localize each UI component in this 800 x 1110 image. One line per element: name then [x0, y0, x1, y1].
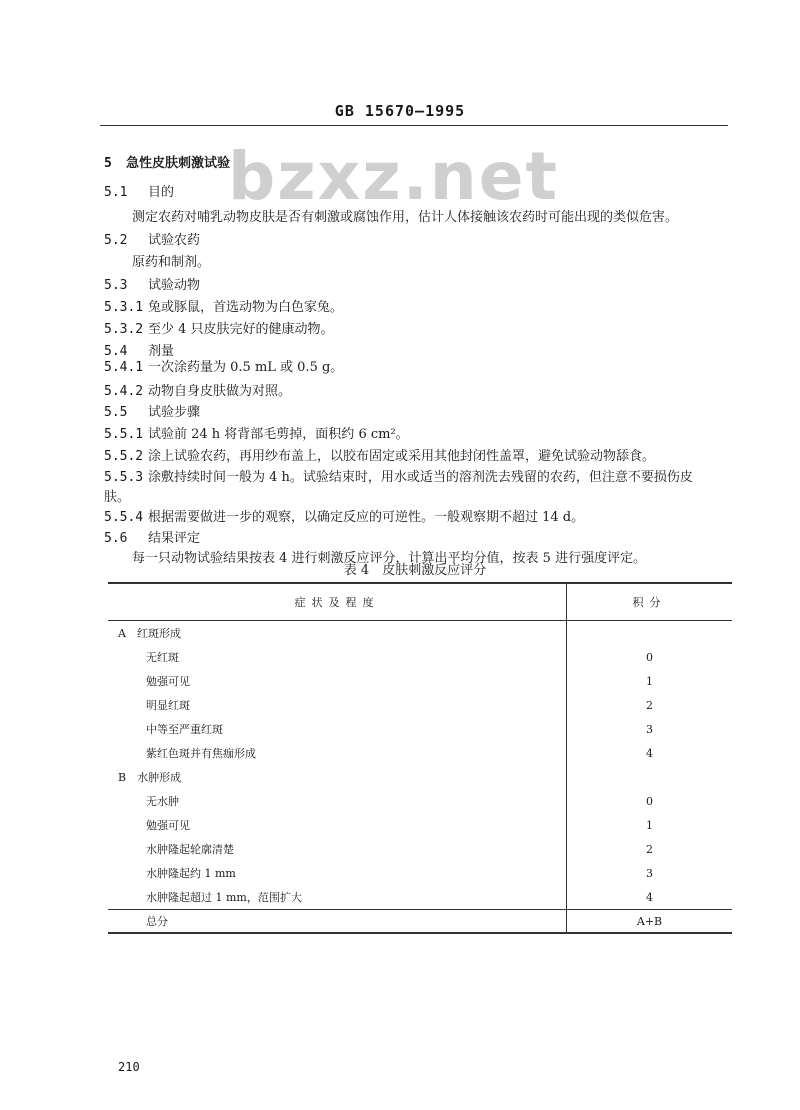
score-cell: 4 [646, 890, 653, 904]
symptom-cell: 紫红色斑并有焦痂形成 [108, 741, 567, 765]
table-row [108, 789, 732, 813]
score-cell: 1 [646, 818, 653, 832]
clause-text: 涂上试验农药，再用纱布盖上，以胶布固定或采用其他封闭性盖罩，避免试验动物舔食。 [148, 449, 656, 464]
section-number: 5 [104, 156, 112, 171]
score-cell: 2 [646, 842, 653, 856]
body-line [104, 506, 584, 525]
score-cell: 3 [646, 722, 653, 736]
clause-text: 每一只动物试验结果按表 4 进行刺激反应评分，计算出平均分值，按表 5 进行强度评定。 [132, 551, 647, 566]
clause-text: 至少 4 只皮肤完好的健康动物。 [148, 322, 334, 337]
symptom-cell: 中等至严重红斑 [108, 717, 567, 741]
score-cell: 2 [646, 698, 653, 712]
clause-text: 原药和制剂。 [132, 255, 211, 270]
clause-number: 5.4.1 [104, 360, 144, 375]
clause-text: 剂量 [148, 344, 175, 359]
symptom-cell: 水肿隆起超过 1 mm，范围扩大 [108, 885, 567, 910]
score-cell: 0 [646, 794, 653, 808]
clause-text: 兔或豚鼠，首选动物为白色家兔。 [148, 300, 344, 315]
section-heading [104, 152, 230, 171]
table-row [108, 837, 732, 861]
total-score: A+B [567, 910, 733, 934]
clause-number: 5.1 [104, 185, 128, 200]
body-line [104, 486, 130, 505]
section-title: 急性皮肤刺激试验 [126, 156, 231, 171]
score-cell: 4 [646, 746, 653, 760]
symptom-cell: 水肿隆起约 1 mm [108, 861, 567, 885]
watermark: bzxz.net [228, 138, 560, 215]
header-score: 积分 [567, 583, 733, 621]
body-line [104, 423, 409, 442]
body-line [132, 251, 210, 270]
clause-text: 试验步骤 [148, 405, 201, 420]
body-line [104, 401, 200, 420]
clause-text: 结果评定 [148, 531, 201, 546]
body-line [104, 274, 200, 293]
clause-number: 5.5.2 [104, 449, 144, 464]
clause-text: 试验动物 [148, 278, 201, 293]
group-score-cell [567, 765, 733, 789]
group-score-cell [567, 621, 733, 646]
table-row [108, 813, 732, 837]
body-line [104, 229, 200, 248]
header-symptom: 症状及程度 [108, 583, 567, 621]
clause-number: 5.3.1 [104, 300, 144, 315]
clause-number: 5.4.2 [104, 384, 144, 399]
body-line [104, 296, 343, 315]
table-title: 表 4 皮肤刺激反应评分 [343, 563, 487, 578]
total-row [108, 910, 732, 934]
symptom-cell: 明显红斑 [108, 693, 567, 717]
clause-text: 动物自身皮肤做为对照。 [148, 384, 292, 399]
clause-number: 5.4 [104, 344, 128, 359]
table-row [108, 861, 732, 885]
body-line [132, 206, 678, 225]
table-row [108, 741, 732, 765]
clause-number: 5.3 [104, 278, 128, 293]
clause-number: 5.5.1 [104, 427, 144, 442]
clause-text: 试验农药 [148, 233, 201, 248]
body-line [104, 445, 655, 464]
score-cell: 0 [646, 650, 653, 664]
table-row [108, 717, 732, 741]
group-label: A 红斑形成 [108, 621, 567, 646]
table-row [108, 693, 732, 717]
body-line [104, 527, 200, 546]
clause-text: 目的 [148, 185, 175, 200]
table-group-row [108, 765, 732, 789]
symptom-cell: 水肿隆起轮廓清楚 [108, 837, 567, 861]
body-line [104, 181, 174, 200]
clause-number: 5.3.2 [104, 322, 144, 337]
score-cell: 1 [646, 674, 653, 688]
header-rule [100, 125, 728, 126]
symptom-cell: 无红斑 [108, 645, 567, 669]
body-line [104, 356, 343, 375]
page-header: GB 15670—1995 [334, 102, 466, 120]
score-cell: 3 [646, 866, 653, 880]
table-row [108, 885, 732, 910]
group-label: B 水肿形成 [108, 765, 567, 789]
page-number: 210 [118, 1060, 140, 1074]
clause-text: 根据需要做进一步的观察，以确定反应的可逆性。一般观察期不超过 14 d。 [148, 510, 585, 525]
clause-text: 测定农药对哺乳动物皮肤是否有刺激或腐蚀作用，估计人体接触该农药时可能出现的类似危害。 [132, 210, 679, 225]
body-line [104, 466, 693, 485]
table-row [108, 645, 732, 669]
clause-text: 一次涂药量为 0.5 mL 或 0.5 g。 [148, 360, 344, 375]
clause-text: 涂敷持续时间一般为 4 h。试验结束时，用水或适当的溶剂洗去残留的农药，但注意不要损伤皮 [148, 470, 693, 485]
table-group-row [108, 621, 732, 646]
score-table [108, 582, 732, 934]
clause-number: 5.5.4 [104, 510, 144, 525]
clause-number: 5.6 [104, 531, 128, 546]
body-line [104, 380, 291, 399]
clause-number: 5.5 [104, 405, 128, 420]
symptom-cell: 勉强可见 [108, 813, 567, 837]
clause-number: 5.2 [104, 233, 128, 248]
symptom-cell: 无水肿 [108, 789, 567, 813]
total-label: 总分 [108, 910, 567, 934]
symptom-cell: 勉强可见 [108, 669, 567, 693]
clause-text: 试验前 24 h 将背部毛剪掉，面积约 6 cm²。 [148, 427, 409, 442]
body-line [104, 318, 334, 337]
clause-text: 肤。 [104, 490, 131, 505]
clause-number: 5.5.3 [104, 470, 144, 485]
table-row [108, 669, 732, 693]
